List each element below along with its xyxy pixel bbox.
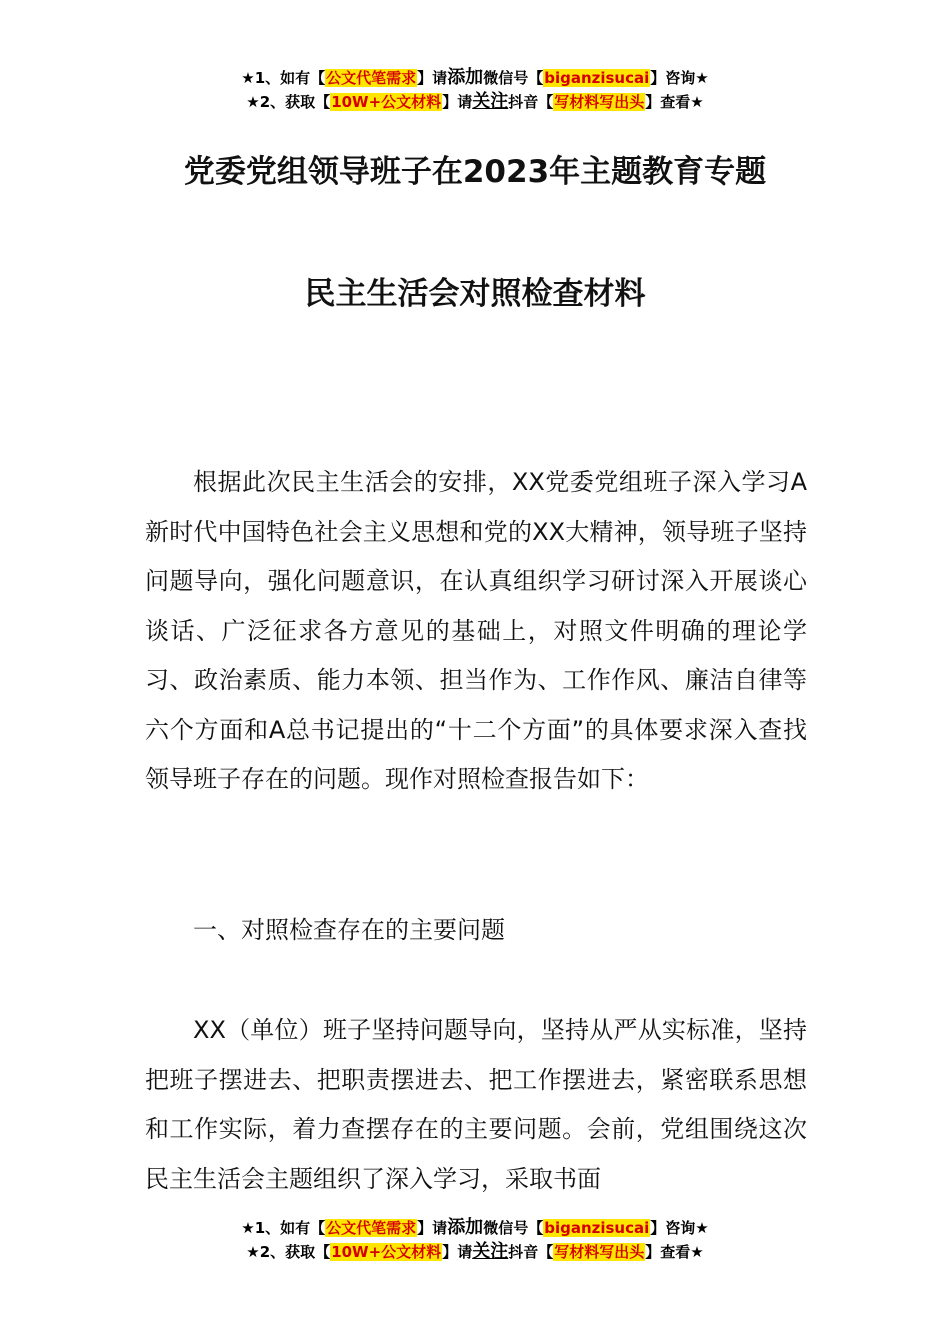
promo-highlight: 公文代笔需求 bbox=[326, 1219, 417, 1237]
promo-line-2 bbox=[0, 90, 950, 114]
promo-emphasis: 关注 bbox=[472, 1241, 509, 1262]
promo-text: ★1、如有【 bbox=[241, 1219, 326, 1237]
promo-emphasis: 添加 bbox=[447, 1217, 484, 1238]
promo-text: 】咨询★ bbox=[650, 69, 709, 87]
promo-line-1 bbox=[0, 1216, 950, 1240]
promo-text: 微信号【 bbox=[483, 1219, 544, 1237]
promo-highlight: 10W+公文材料 bbox=[331, 93, 442, 111]
promo-line-1 bbox=[0, 66, 950, 90]
promo-text: ★2、获取【 bbox=[246, 93, 331, 111]
promo-text: 】请 bbox=[417, 1219, 448, 1237]
promo-text: 】查看★ bbox=[645, 93, 704, 111]
intro-paragraph: 根据此次民主生活会的安排，XX党委党组班子深入学习A新时代中国特色社会主义思想和党的XX大精神，领导班子坚持问题导向，强化问题意识，在认真组织学习研讨深入开展谈心谈话、广泛征求各方意见的基础上，对照文件明确的理论学习、政治素质、能力本领、担当作为、工作作风、廉洁自律等六个方面和A总书记提出的“十二个方面”的具体要求深入查找领导班子存在的问题。现作对照检查报告如下： bbox=[145, 468, 807, 793]
promo-text: 抖音【 bbox=[508, 1243, 554, 1261]
promo-banner-bottom bbox=[0, 1216, 950, 1264]
promo-text: 微信号【 bbox=[483, 69, 544, 87]
promo-douyin-id: 写材料写出头 bbox=[554, 93, 645, 111]
promo-text: 】查看★ bbox=[645, 1243, 704, 1261]
promo-highlight: 公文代笔需求 bbox=[326, 69, 417, 87]
document-title-line-1: 党委党组领导班子在2023年主题教育专题 bbox=[183, 154, 767, 190]
promo-emphasis: 添加 bbox=[447, 67, 484, 88]
promo-text: 】请 bbox=[417, 69, 448, 87]
promo-wechat-id: biganzisucai bbox=[544, 1219, 650, 1237]
section-heading: 一、对照检查存在的主要问题 bbox=[193, 916, 505, 944]
promo-text: 】请 bbox=[442, 1243, 473, 1261]
promo-text: 】请 bbox=[442, 93, 473, 111]
promo-douyin-id: 写材料写出头 bbox=[554, 1243, 645, 1261]
promo-text: ★1、如有【 bbox=[241, 69, 326, 87]
promo-text: 】咨询★ bbox=[650, 1219, 709, 1237]
promo-emphasis: 关注 bbox=[472, 91, 509, 112]
promo-highlight: 10W+公文材料 bbox=[331, 1243, 442, 1261]
promo-wechat-id: biganzisucai bbox=[544, 69, 650, 87]
promo-line-2 bbox=[0, 1240, 950, 1264]
promo-text: 抖音【 bbox=[508, 93, 554, 111]
promo-banner-top bbox=[0, 66, 950, 114]
promo-text: ★2、获取【 bbox=[246, 1243, 331, 1261]
body-paragraph: XX（单位）班子坚持问题导向，坚持从严从实标准，坚持把班子摆进去、把职责摆进去、把工作摆进去，紧密联系思想和工作实际，着力查摆存在的主要问题。会前，党组围绕这次民主生活会主题组织了深入学习，采取书面 bbox=[145, 1016, 807, 1193]
document-title-line-2: 民主生活会对照检查材料 bbox=[304, 276, 646, 312]
